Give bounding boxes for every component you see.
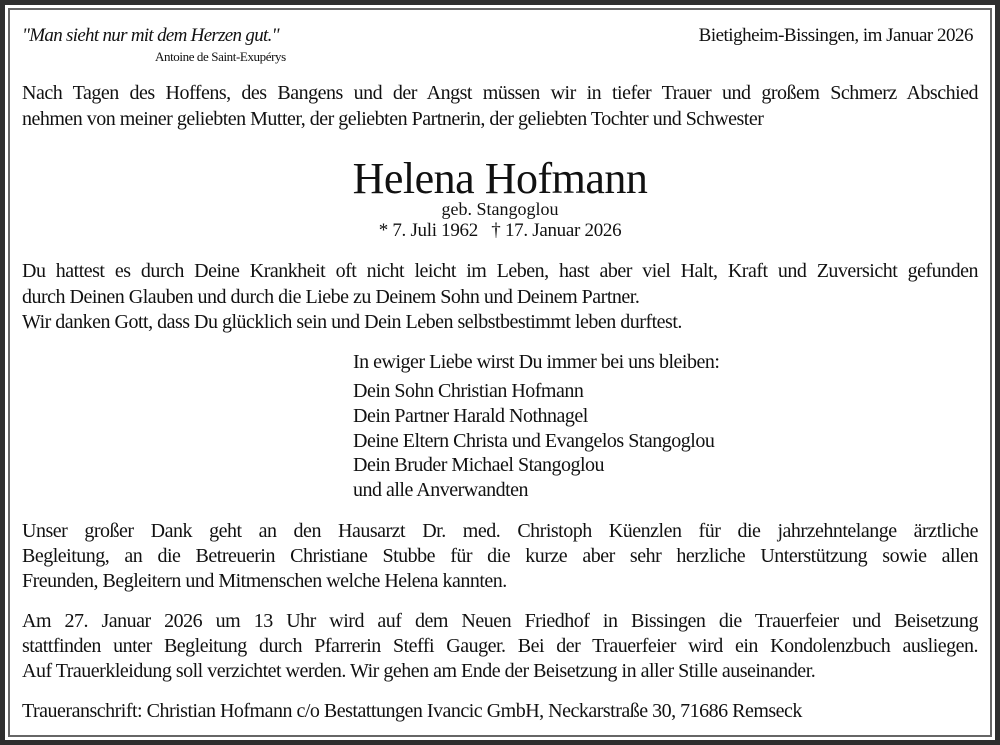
mourner: Deine Eltern Christa und Evangelos Stangoglou	[353, 430, 715, 452]
funeral-line: stattfinden unter Begleitung durch Pfarrerin Steffi Gauger. Bei der Trauerfeier wird ein Kondolenzbuch ausliegen.	[22, 635, 978, 657]
life-dates: * 7. Juli 1962 † 17. Januar 2026	[378, 220, 622, 241]
intro-line: Nach Tagen des Hoffens, des Bangens und der Angst müssen wir in tiefer Trauer und großem Schmerz Abschied	[22, 82, 978, 104]
thanks-line: Freunden, Begleitern und Mitmenschen welche Helena kannten.	[22, 570, 507, 592]
mourner: Dein Bruder Michael Stangoglou	[353, 454, 605, 476]
quote-author: Antoine de Saint-Exupérys	[155, 49, 286, 64]
mourner: Dein Sohn Christian Hofmann	[353, 380, 584, 402]
birth-name: geb. Stangoglou	[441, 199, 559, 219]
funeral-line: Am 27. Januar 2026 um 13 Uhr wird auf dem Neuen Friedhof in Bissingen die Trauerfeier und Beisetzung	[22, 610, 978, 632]
tribute-line: Wir danken Gott, dass Du glücklich sein und Dein Leben selbstbestimmt leben durftest.	[22, 311, 682, 333]
mourner: und alle Anverwandten	[353, 479, 528, 501]
mourners-heading: In ewiger Liebe wirst Du immer bei uns bleiben:	[353, 351, 720, 373]
obituary-notice	[5, 5, 995, 740]
tribute-line: durch Deinen Glauben und durch die Liebe zu Deinem Sohn und Deinem Partner.	[22, 286, 640, 308]
tribute-line: Du hattest es durch Deine Krankheit oft nicht leicht im Leben, hast aber viel Halt, Kraft und Zuversicht gefunden	[22, 260, 978, 282]
mourner: Dein Partner Harald Nothnagel	[353, 405, 588, 427]
mourning-address: Traueranschrift: Christian Hofmann c/o Bestattungen Ivancic GmbH, Neckarstraße 30, 71686 Remseck	[22, 700, 802, 722]
intro-line: nehmen von meiner geliebten Mutter, der geliebten Partnerin, der geliebten Tochter und Schwester	[22, 108, 764, 130]
thanks-line: Begleitung, an die Betreuerin Christiane Stubbe für die kurze aber sehr herzliche Unterstützung sowie allen	[22, 545, 978, 567]
thanks-line: Unser großer Dank geht an den Hausarzt Dr. med. Christoph Küenzlen für die jahrzehntelange ärztliche	[22, 520, 978, 542]
deceased-name: Helena Hofmann	[352, 154, 648, 203]
funeral-line: Auf Trauerkleidung soll verzichtet werden. Wir gehen am Ende der Beisetzung in aller Stille auseinander.	[22, 660, 816, 682]
place-date: Bietigheim-Bissingen, im Januar 2026	[698, 25, 973, 46]
quote: "Man sieht nur mit dem Herzen gut."	[22, 25, 279, 46]
